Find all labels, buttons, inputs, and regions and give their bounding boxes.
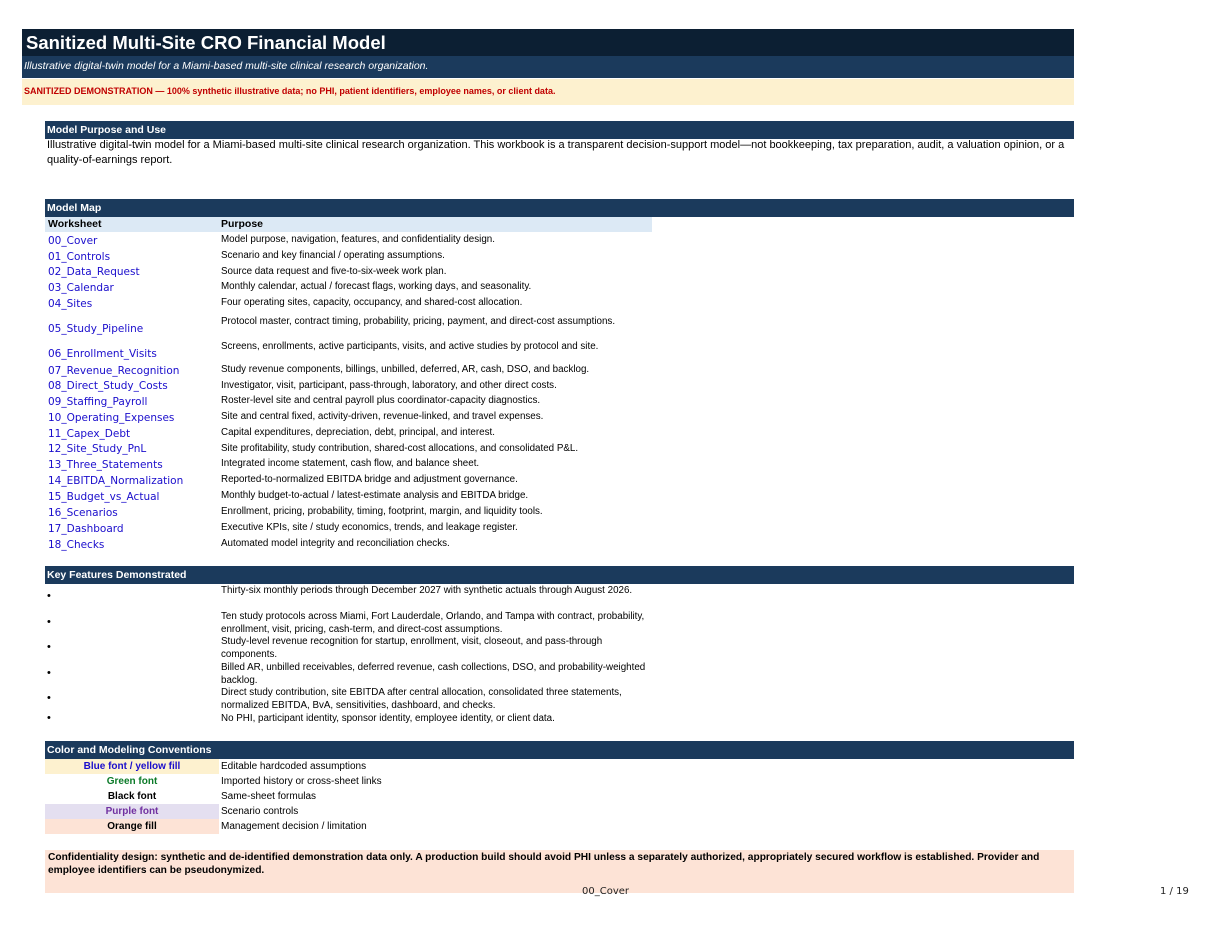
section-heading-conventions: Color and Modeling Conventions bbox=[45, 741, 1074, 759]
table-row bbox=[45, 264, 1074, 279]
worksheet-purpose: Executive KPIs, site / study economics, trends, and leakage register. bbox=[221, 522, 518, 533]
bullet-icon: • bbox=[47, 692, 51, 704]
worksheet-link[interactable]: 10_Operating_Expenses bbox=[48, 412, 175, 424]
convention-description: Imported history or cross-sheet links bbox=[221, 776, 382, 787]
feature-text: Ten study protocols across Miami, Fort Lauderdale, Orlando, and Tampa with contract, probability, enrollment, visit, pricing, cash-term, and direct-cost assumptions. bbox=[221, 611, 645, 635]
table-row bbox=[45, 536, 1074, 552]
bullet-icon: • bbox=[47, 667, 51, 679]
convention-row bbox=[45, 789, 1074, 804]
bullet-icon: • bbox=[47, 641, 51, 653]
worksheet-purpose: Roster-level site and central payroll plus coordinator-capacity diagnostics. bbox=[221, 395, 541, 406]
worksheet-link[interactable]: 00_Cover bbox=[48, 235, 98, 247]
bullet-icon: • bbox=[47, 712, 51, 724]
worksheet-purpose: Investigator, visit, participant, pass-through, laboratory, and other direct costs. bbox=[221, 380, 557, 391]
worksheet-purpose: Screens, enrollments, active participants, visits, and active studies by protocol and site. bbox=[221, 341, 599, 352]
worksheet-link[interactable]: 01_Controls bbox=[48, 251, 111, 263]
worksheet-purpose: Monthly calendar, actual / forecast flags, working days, and seasonality. bbox=[221, 281, 532, 292]
worksheet-purpose: Site and central fixed, activity-driven, revenue-linked, and travel expenses. bbox=[221, 411, 544, 422]
worksheet-purpose: Site profitability, study contribution, shared-cost allocations, and consolidated P&L. bbox=[221, 443, 579, 454]
worksheet-purpose: Reported-to-normalized EBITDA bridge and adjustment governance. bbox=[221, 474, 518, 485]
convention-label: Orange fill bbox=[45, 819, 219, 834]
worksheet-link[interactable]: 05_Study_Pipeline bbox=[48, 323, 144, 335]
purpose-text: Illustrative digital-twin model for a Miami-based multi-site clinical research organization. This workbook is a transparent decision-support model—not bookkeeping, tax preparation, audit, a valuation opinion, or a quality-of-earnings report. bbox=[47, 139, 1065, 166]
convention-row bbox=[45, 819, 1074, 834]
list-item bbox=[45, 635, 665, 661]
table-row bbox=[45, 520, 1074, 536]
feature-text: No PHI, participant identity, sponsor identity, employee identity, or client data. bbox=[221, 713, 555, 724]
worksheet-link[interactable]: 08_Direct_Study_Costs bbox=[48, 380, 168, 392]
list-item bbox=[45, 610, 665, 636]
column-header-purpose: Purpose bbox=[219, 217, 652, 232]
convention-description: Editable hardcoded assumptions bbox=[221, 761, 367, 772]
worksheet-link[interactable]: 17_Dashboard bbox=[48, 523, 124, 535]
footer-sheet-name: 00_Cover bbox=[582, 886, 630, 897]
table-row bbox=[45, 472, 1074, 488]
worksheet-purpose: Enrollment, pricing, probability, timing, footprint, margin, and liquidity tools. bbox=[221, 506, 543, 517]
convention-label: Green font bbox=[45, 774, 219, 789]
worksheet-purpose: Model purpose, navigation, features, and confidentiality design. bbox=[221, 234, 495, 245]
worksheet-link[interactable]: 07_Revenue_Recognition bbox=[48, 365, 180, 377]
table-row bbox=[45, 488, 1074, 504]
worksheet-link[interactable]: 12_Site_Study_PnL bbox=[48, 443, 147, 455]
worksheet-link[interactable]: 06_Enrollment_Visits bbox=[48, 348, 157, 360]
table-row bbox=[45, 339, 1074, 361]
table-row bbox=[45, 393, 1074, 409]
list-item bbox=[45, 686, 665, 712]
worksheet-purpose: Four operating sites, capacity, occupancy, and shared-cost allocation. bbox=[221, 297, 523, 308]
sanitized-banner: SANITIZED DEMONSTRATION — 100% synthetic illustrative data; no PHI, patient identifiers, employee names, or client data. bbox=[22, 79, 1074, 105]
worksheet-link[interactable]: 02_Data_Request bbox=[48, 266, 140, 278]
list-item bbox=[45, 661, 665, 687]
confidentiality-note: Confidentiality design: synthetic and de-identified demonstration data only. A production build should avoid PHI unless a separately authorized, appropriately secured workflow is established. Provider and employee identifiers can be pseudonymized. bbox=[45, 850, 1074, 893]
footer-page-number: 1 / 19 bbox=[1160, 886, 1189, 897]
feature-text: Study-level revenue recognition for startup, enrollment, visit, closeout, and pass-through components. bbox=[221, 636, 603, 660]
feature-text: Billed AR, unbilled receivables, deferred revenue, cash collections, DSO, and probability-weighted backlog. bbox=[221, 662, 646, 686]
worksheet-purpose: Capital expenditures, depreciation, debt, principal, and interest. bbox=[221, 427, 495, 438]
table-row bbox=[45, 504, 1074, 520]
worksheet-purpose: Scenario and key financial / operating assumptions. bbox=[221, 250, 445, 261]
feature-text: Thirty-six monthly periods through December 2027 with synthetic actuals through August 2026. bbox=[221, 585, 633, 596]
convention-label: Blue font / yellow fill bbox=[45, 759, 219, 774]
page-subtitle: Illustrative digital-twin model for a Miami-based multi-site clinical research organization. bbox=[22, 56, 1074, 78]
convention-row bbox=[45, 804, 1074, 819]
section-heading-features: Key Features Demonstrated bbox=[45, 566, 1074, 584]
column-header-worksheet: Worksheet bbox=[45, 217, 219, 232]
section-heading-purpose: Model Purpose and Use bbox=[45, 121, 1074, 139]
worksheet-purpose: Integrated income statement, cash flow, and balance sheet. bbox=[221, 458, 480, 469]
table-row bbox=[45, 232, 1074, 248]
section-heading-model-map: Model Map bbox=[45, 199, 1074, 217]
worksheet-purpose: Protocol master, contract timing, probability, pricing, payment, and direct-cost assumptions. bbox=[221, 316, 616, 327]
convention-description: Same-sheet formulas bbox=[221, 791, 317, 802]
worksheet-link[interactable]: 04_Sites bbox=[48, 298, 93, 310]
list-item bbox=[45, 712, 665, 738]
convention-row bbox=[45, 774, 1074, 789]
worksheet-link[interactable]: 11_Capex_Debt bbox=[48, 428, 131, 440]
table-row bbox=[45, 409, 1074, 425]
bullet-icon: • bbox=[47, 590, 51, 602]
worksheet-link[interactable]: 14_EBITDA_Normalization bbox=[48, 475, 184, 487]
table-row bbox=[45, 279, 1074, 295]
list-item bbox=[45, 584, 665, 610]
convention-row bbox=[45, 759, 1074, 774]
worksheet-link[interactable]: 16_Scenarios bbox=[48, 507, 118, 519]
worksheet-purpose: Automated model integrity and reconciliation checks. bbox=[221, 538, 450, 549]
convention-description: Scenario controls bbox=[221, 806, 299, 817]
bullet-icon: • bbox=[47, 616, 51, 628]
worksheet-link[interactable]: 09_Staffing_Payroll bbox=[48, 396, 148, 408]
table-row bbox=[45, 425, 1074, 441]
table-row bbox=[45, 456, 1074, 472]
worksheet-link[interactable]: 15_Budget_vs_Actual bbox=[48, 491, 160, 503]
worksheet-link[interactable]: 18_Checks bbox=[48, 539, 105, 551]
feature-text: Direct study contribution, site EBITDA after central allocation, consolidated three statements, normalized EBITDA, BvA, sensitivities, dashboard, and checks. bbox=[221, 687, 622, 711]
table-row bbox=[45, 441, 1074, 456]
table-row bbox=[45, 314, 1074, 336]
convention-label: Purple font bbox=[45, 804, 219, 819]
table-row bbox=[45, 362, 1074, 378]
worksheet-link[interactable]: 03_Calendar bbox=[48, 282, 114, 294]
table-row bbox=[45, 378, 1074, 393]
worksheet-purpose: Monthly budget-to-actual / latest-estimate analysis and EBITDA bridge. bbox=[221, 490, 529, 501]
convention-label: Black font bbox=[45, 789, 219, 804]
worksheet-purpose: Study revenue components, billings, unbilled, deferred, AR, cash, DSO, and backlog. bbox=[221, 364, 590, 375]
table-row bbox=[45, 295, 1074, 311]
worksheet-link[interactable]: 13_Three_Statements bbox=[48, 459, 163, 471]
table-row bbox=[45, 248, 1074, 264]
worksheet-purpose: Source data request and five-to-six-week work plan. bbox=[221, 266, 447, 277]
page-title: Sanitized Multi-Site CRO Financial Model bbox=[22, 29, 1074, 56]
convention-description: Management decision / limitation bbox=[221, 821, 367, 832]
